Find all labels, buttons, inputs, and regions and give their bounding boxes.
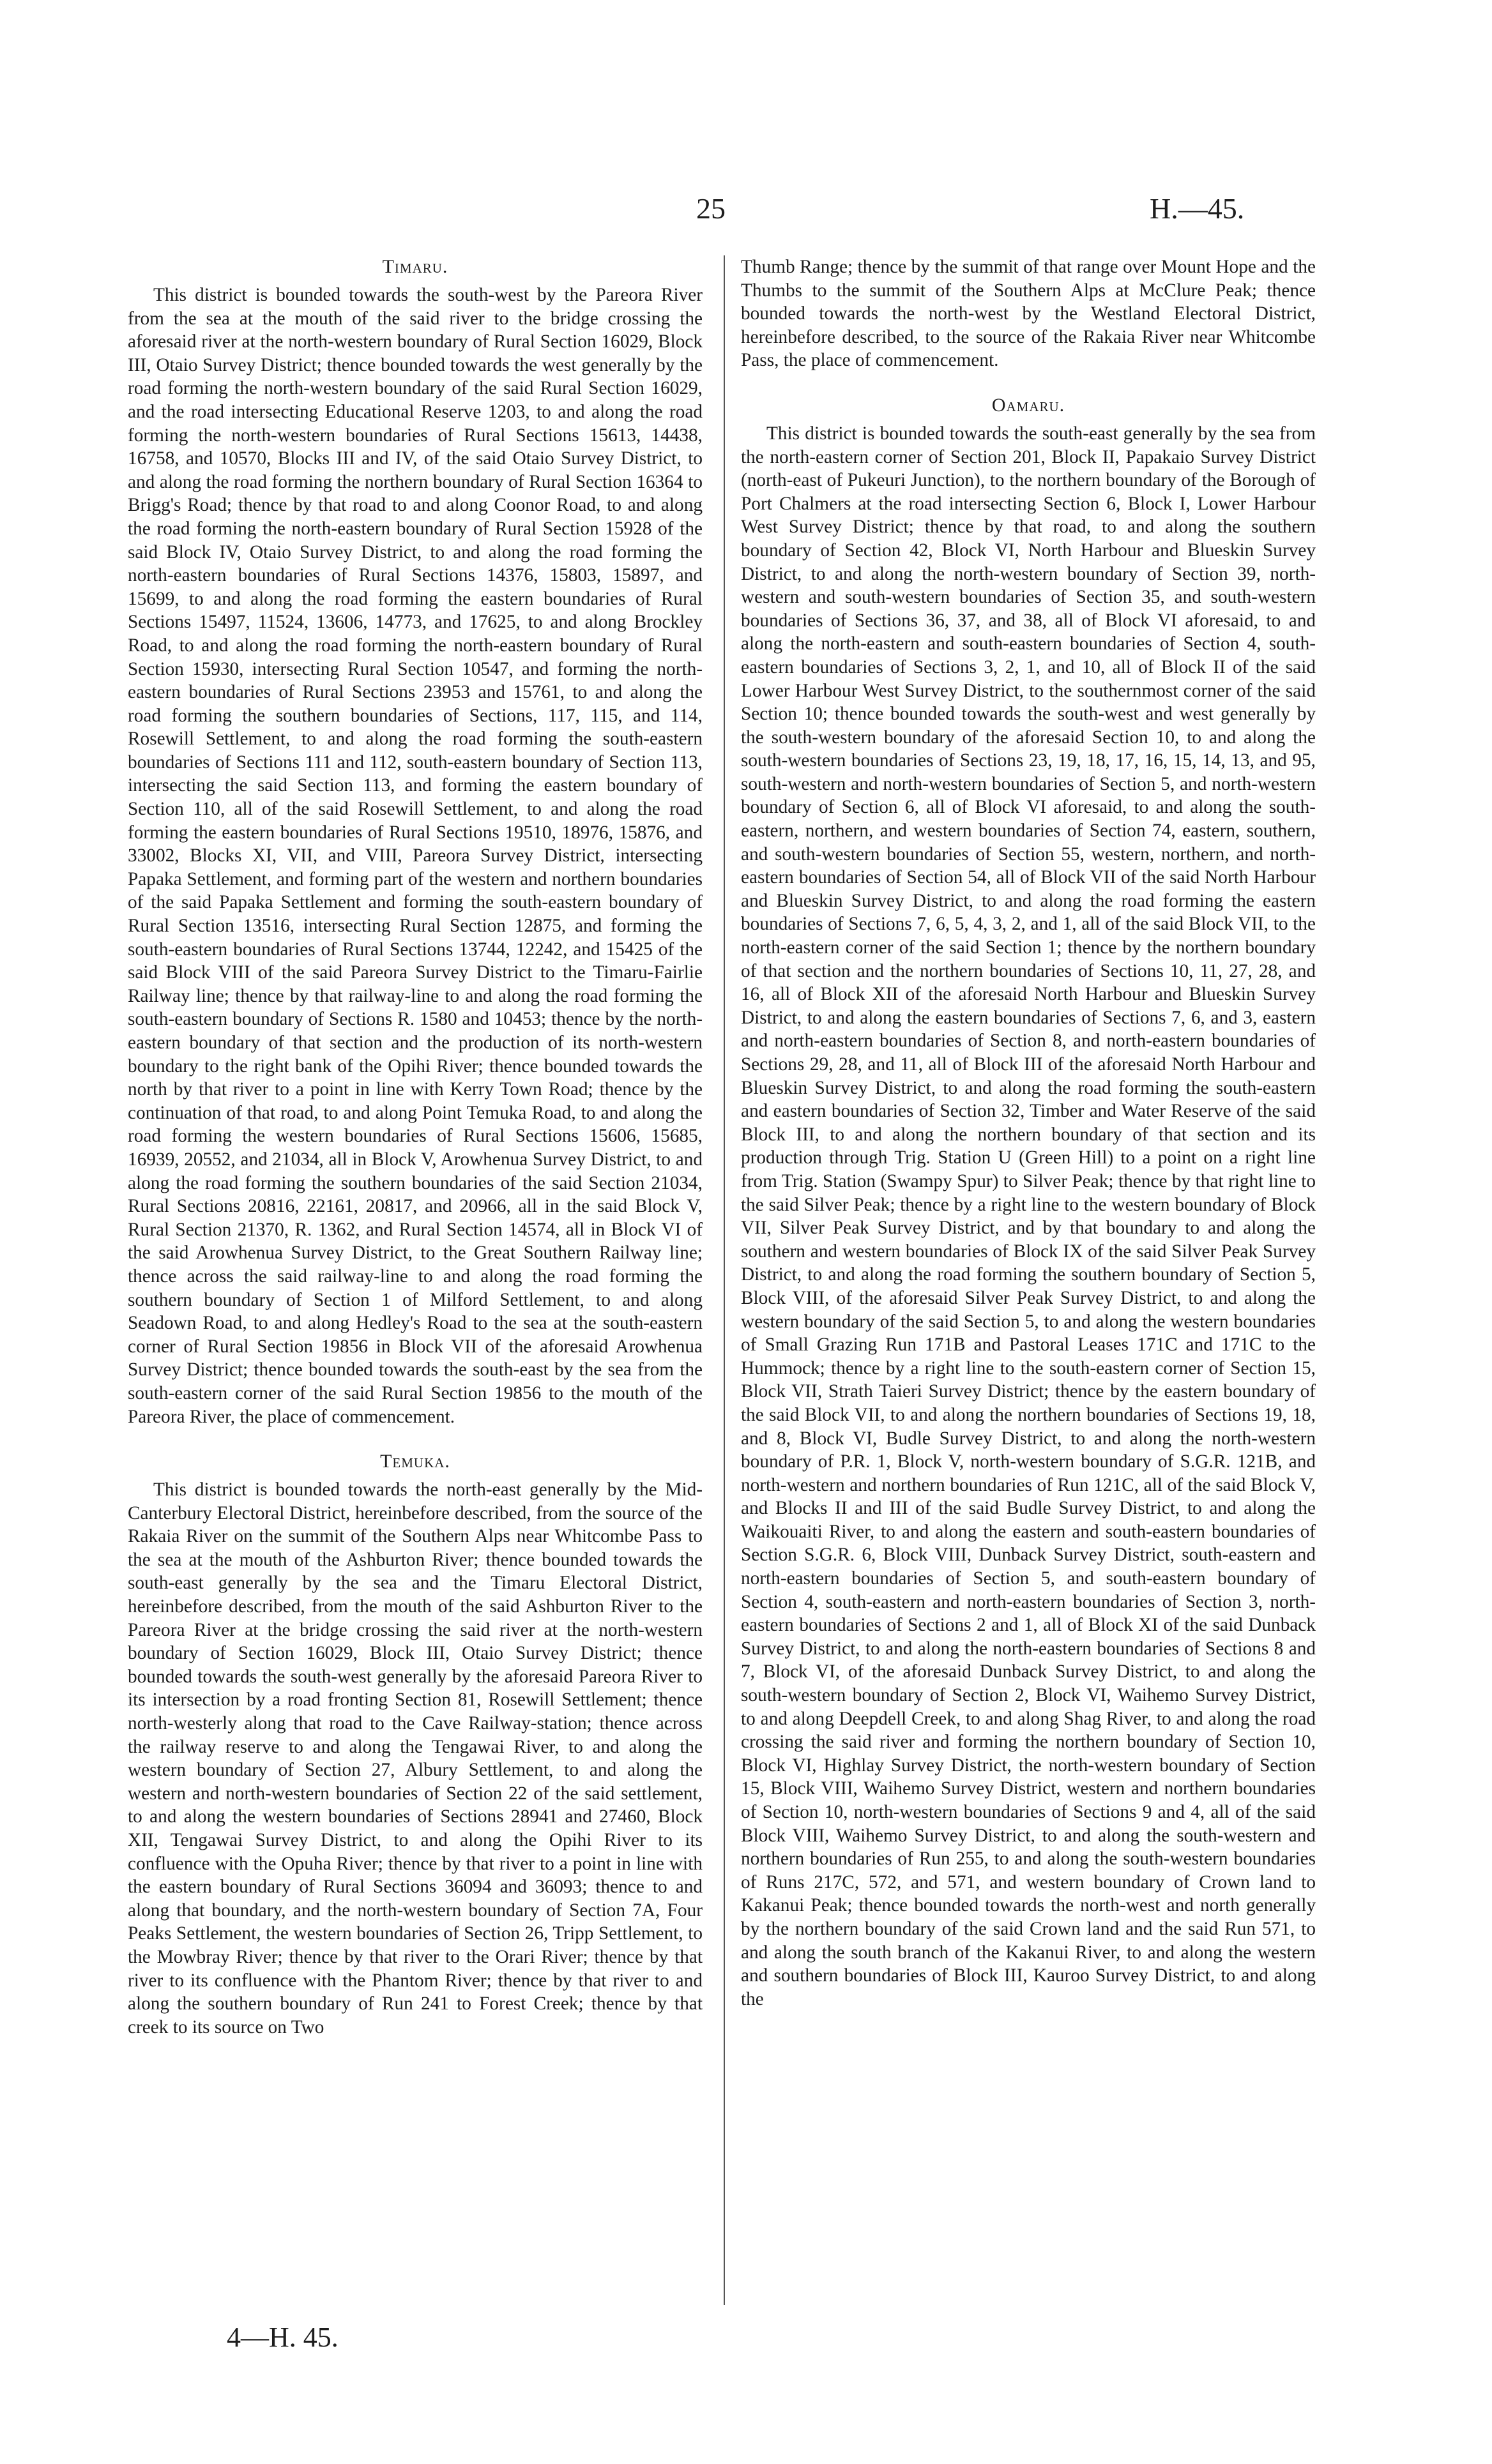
timaru-section-title: Timaru.	[382, 256, 448, 277]
oamaru-section-body: This district is bounded towards the south-east generally by the sea from the north-eastern corner of Section 201, Block II, Papakaio Survey District (north-east of Pukeuri Junction), to the northern boundary of the Borough of Port Chalmers at the road intersecting Section 6, Block I, Lower Harbour West Survey District; thence by that road, to and along the southern boundary of Section 42, Block VI, North Harbour and Blueskin Survey District, to and along the north-western boundary of Section 39, north-western and south-western boundaries of Section 35, and south-western boundaries of Sections 36, 37, and 38, all of Block VI aforesaid, to and along the north-eastern and south-eastern boundaries of Section 4, south-eastern boundaries of Sections 3, 2, 1, and 10, all of Block II of the said Lower Harbour West Survey District, to the southernmost corner of the said Section 10; thence bounded towards the south-west and west generally by the south-western boundary of the aforesaid Section 10, to and along the south-western boundaries of Sections 23, 19, 18, 17, 16, 15, 14, 13, and 95, south-western and north-western boundaries of Section 5, and north-western boundary of Section 6, all of Block VI aforesaid, to and along the south-eastern, northern, and western boundaries of Section 74, eastern, southern, and south-western boundaries of Section 55, western, northern, and north-eastern boundaries of Section 54, all of Block VII of the said North Harbour and Blueskin Survey District, to and along the road forming the eastern boundaries of Sections 7, 6, 5, 4, 3, 2, and 1, all of the said Block VII, to the north-eastern corner of the said Section 1; thence by the northern boundary of that section and the northern boundaries of Sections 10, 11, 27, 28, and 16, all of Block XII of the aforesaid North Harbour and Blueskin Survey District, to and along the eastern boundaries of Sections 7, 6, and 3, eastern and north-eastern boundaries of Section 8, and north-eastern boundaries of Sections 29, 28, and 11, all of Block III of the aforesaid North Harbour and Blueskin Survey District, to and along the road forming the south-eastern and eastern boundaries of Section 32, Timber and Water Reserve of the said Block III, to and along the northern boundary of that section and its production through Trig. Station U (Green Hill) to a point on a right line from Trig. Station (Swampy Spur) to Silver Peak; thence by that right line to the said Silver Peak; thence by a right line to the western boundary of Block VII, Silver Peak Survey District, and by that boundary to and along the southern and western boundaries of Block IX of the said Silver Peak Survey District, to and along the road forming the southern boundary of Section 5, Block VIII, of the aforesaid Silver Peak Survey District, to and along the western boundary of the said Section 5, to and along the western boundaries of Small Grazing Run 171B and Pastoral Leases 171C and 171C to the Hummock; thence by a right line to the south-eastern corner of Section 15, Block VII, Strath Taieri Survey District; thence by the eastern boundary of the said Block VII, to and along the northern boundaries of Sections 19, 18, and 8, Block VI, Budle Survey District, to and along the north-western boundary of P.R. 1, Block V, north-western boundary of S.G.R. 121B, and north-western and northern boundaries of Run 121C, all of the said Block V, and Blocks II and III of the said Budle Survey District, to and along the Waikouaiti River, to and along the eastern and south-eastern boundaries of Section S.G.R. 6, Block VIII, Dunback Survey District, south-eastern and north-eastern boundaries of Section 5, and south-eastern boundary of Section 4, south-eastern and north-eastern boundaries of Section 3, north-eastern boundaries of Sections 2 and 1, all of Block XI of the said Dunback Survey District, to and along the north-eastern boundaries of Sections 8 and 7, Block VI, of the aforesaid Dunback Survey District, to and along the south-western boundary of Section 2, Block VI, Waihemo Survey District, to and along Deepdell Creek, to and along Shag River, to and along the road crossing the said river and forming the northern boundary of Section 10, Block VI, Highlay Survey District, the north-western boundary of Section 15, Block VIII, Waihemo Survey District, western and northern boundaries of Section 10, north-western boundaries of Sections 9 and 4, all of the said Block VIII, Waihemo Survey District, to and along the south-western and northern boundaries of Run 255, to and along the south-western boundaries of Runs 217C, 572, and 571, and western boundary of Crown land to Kakanui Peak; thence bounded towards the north-west and north generally by the northern boundary of the said Crown land and the said Run 571, to and along the south branch of the Kakanui River, to and along the western and southern boundaries of Block III, Kauroo Survey District, to and along the	[741, 423, 1316, 2009]
left-column	[128, 255, 703, 2060]
sheet-signature-mark: 4—H. 45.	[227, 2322, 339, 2353]
document-code: H.—45.	[1150, 192, 1245, 225]
temuka-section-body: This district is bounded towards the north-east generally by the Mid-Canterbury Electoral District, hereinbefore described, from the source of the Rakaia River on the summit of the Southern Alps near Whitcombe Pass to the sea at the mouth of the Ashburton River; thence bounded towards the south-east generally by the sea and the Timaru Electoral District, hereinbefore described, from the mouth of the said Ashburton River to the Pareora River at the bridge crossing the said river at the north-western boundary of Section 16029, Block III, Otaio Survey District; thence bounded towards the south-west generally by the aforesaid Pareora River to its intersection by a road fronting Section 81, Rosewill Settlement; thence north-westerly along that road to the Cave Railway-station; thence across the railway reserve to and along the Tengawai River, to and along the western boundary of Section 27, Albury Settlement, to and along the western and north-western boundaries of Section 22 of the said settlement, to and along the western boundaries of Sections 28941 and 27460, Block XII, Tengawai Survey District, to and along the Opihi River to its confluence with the Opuha River; thence by that river to a point in line with the eastern boundary of Rural Sections 36094 and 36093; thence to and along that boundary, and the north-western boundary of Section 7A, Four Peaks Settlement, the western boundaries of Section 26, Tripp Settlement, to the Mowbray River; thence by that river to the Orari River; thence by that river to its confluence with the Phantom River; thence by that river to and along the southern boundary of Run 241 to Forest Creek; thence by that creek to its source on Two	[128, 1479, 703, 2037]
column-divider	[724, 255, 725, 2305]
oamaru-section-title: Oamaru.	[991, 394, 1065, 416]
right-column	[741, 255, 1316, 2032]
timaru-section-body: This district is bounded towards the south-west by the Pareora River from the sea at the mouth of the said river to the bridge crossing the aforesaid river at the north-western boundary of Rural Section 16029, Block III, Otaio Survey District; thence bounded towards the west generally by the road forming the north-western boundary of the said Rural Section 16029, and the road intersecting Educational Reserve 1203, to and along the road forming the north-western boundaries of Rural Sections 15613, 14438, 16758, and 10570, Blocks III and IV, of the said Otaio Survey District, to and along the road forming the northern boundary of Rural Section 16364 to Brigg's Road; thence by that road to and along Coonor Road, to and along the road forming the north-eastern boundary of Rural Section 15928 of the said Block IV, Otaio Survey District, to and along the road forming the north-eastern boundaries of Rural Sections 14376, 15803, 15897, and 15699, to and along the road forming the eastern boundaries of Rural Sections 15497, 11524, 13606, 14773, and 17625, to and along Brockley Road, to and along the road forming the north-eastern boundary of Rural Section 15930, intersecting Rural Section 10547, and forming the north-eastern boundaries of Rural Sections 23953 and 15761, to and along the road forming the southern boundaries of Sections, 117, 115, and 114, Rosewill Settlement, to and along the road forming the south-eastern boundaries of Sections 111 and 112, south-eastern boundary of Section 113, intersecting the said Section 113, and forming the eastern boundary of Section 110, all of the said Rosewill Settlement, to and along the road forming the eastern boundaries of Rural Sections 19510, 18976, 15876, and 33002, Blocks XI, VII, and VIII, Pareora Survey District, intersecting Papaka Settlement, and forming part of the western and northern boundaries of the said Papaka Settlement and forming the south-eastern boundary of Rural Section 13516, intersecting Rural Section 12875, and forming the south-eastern boundaries of Rural Sections 13744, 12242, and 15425 of the said Block VIII of the said Pareora Survey District to the Timaru-Fairlie Railway line; thence by that railway-line to and along the road forming the south-eastern boundary of Sections R. 1580 and 10453; thence by the north-eastern boundary of that section and the production of its north-western boundary to the right bank of the Opihi River; thence bounded towards the north by that river to a point in line with Kerry Town Road; thence by the continuation of that road, to and along Point Temuka Road, to and along the road forming the western boundaries of Rural Sections 15606, 15685, 16939, 20552, and 21034, all in Block V, Arowhenua Survey District, to and along the road forming the southern boundaries of the said Section 21034, Rural Sections 20816, 22161, 20817, and 20966, all in the said Block V, Rural Section 21370, R. 1362, and Rural Section 14574, all in Block VI of the said Arowhenua Survey District, to the Great Southern Railway line; thence across the said railway-line to and along the road forming the southern boundary of Section 1 of Milford Settlement, to and along Seadown Road, to and along Hedley's Road to the sea at the south-eastern corner of Rural Section 19856 in Block VII of the aforesaid Arowhenua Survey District; thence bounded towards the south-east by the sea from the south-eastern corner of the said Rural Section 19856 to the mouth of the Pareora River, the place of commencement.	[128, 285, 703, 1427]
temuka-section-title: Temuka.	[380, 1451, 450, 1472]
temuka-section-continuation: Thumb Range; thence by the summit of that range over Mount Hope and the Thumbs to the summit of the Southern Alps at McClure Peak; thence bounded towards the north-west by the Westland Electoral District, hereinbefore described, to the source of the Rakaia River near Whitcombe Pass, the place of commencement.	[741, 257, 1316, 371]
page-number: 25	[696, 192, 726, 225]
